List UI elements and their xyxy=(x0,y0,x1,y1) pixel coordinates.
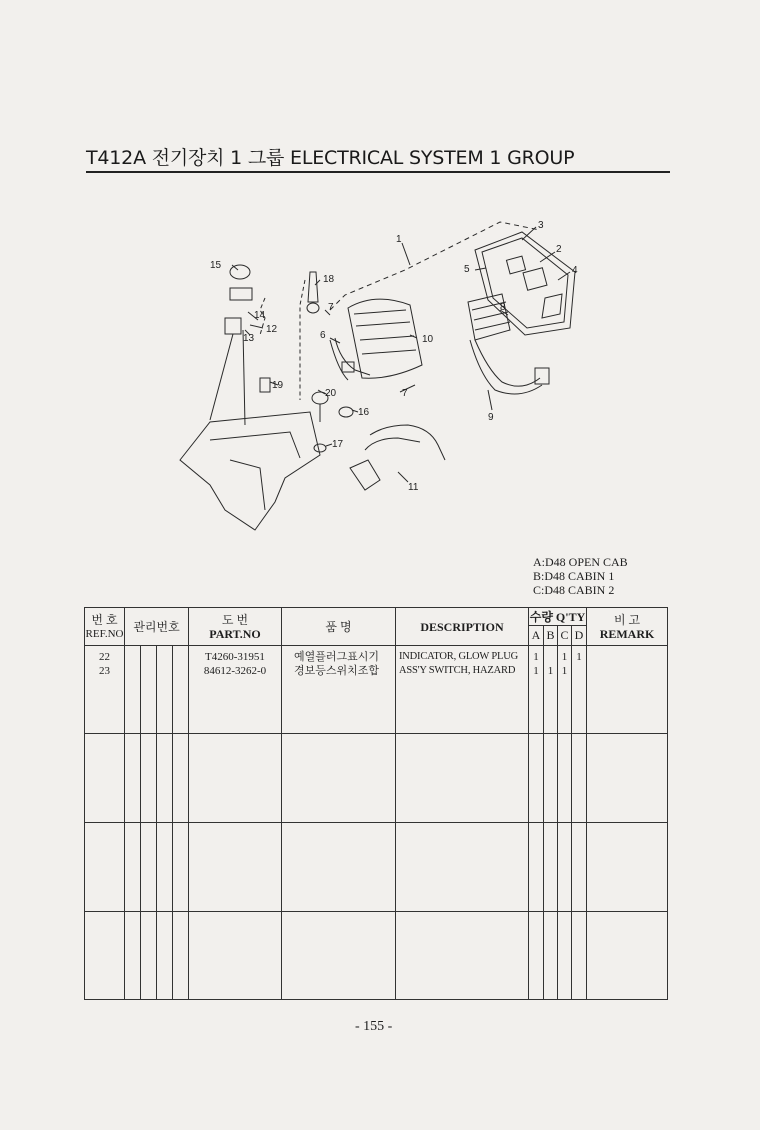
col-header-part xyxy=(189,608,282,646)
ref-value: 22 xyxy=(99,651,110,663)
part-number: T4260-31951 xyxy=(205,651,265,663)
callout: 6 xyxy=(320,330,326,341)
col-header-ref xyxy=(85,608,125,646)
variant-c: C:D48 CABIN 2 xyxy=(533,583,615,597)
callout: 7 xyxy=(328,302,334,313)
callout: 2 xyxy=(556,244,562,255)
callout: 1 xyxy=(396,234,402,245)
col-header-remark-en: REMARK xyxy=(599,626,655,641)
part-cell xyxy=(189,646,282,734)
qty-value: 1 xyxy=(533,665,539,677)
callout: 8 xyxy=(500,302,506,313)
qty-value: 1 xyxy=(561,665,568,677)
part-name-kr: 예열플러그표시기 xyxy=(294,651,380,663)
qty-a-cell xyxy=(529,646,544,734)
qty-value: 1 xyxy=(533,651,539,663)
qty-value xyxy=(544,650,557,664)
callout: 10 xyxy=(422,334,434,345)
callout: 13 xyxy=(243,333,255,344)
description-cell xyxy=(396,646,529,734)
col-header-name xyxy=(282,608,396,646)
callout: 14 xyxy=(254,310,266,321)
table-row xyxy=(85,734,668,823)
col-header-remark xyxy=(587,608,668,646)
qty-c-cell xyxy=(558,646,572,734)
table-row xyxy=(85,823,668,912)
col-header-qty-b: B xyxy=(544,626,558,646)
callout: 3 xyxy=(538,220,544,231)
title-rule xyxy=(86,171,670,173)
qty-value: 1 xyxy=(547,665,554,677)
ref-cell xyxy=(85,646,125,734)
qty-b-cell xyxy=(544,646,558,734)
col-header-mgmt xyxy=(125,608,189,646)
callout: 7 xyxy=(402,388,408,399)
callout: 12 xyxy=(266,324,278,335)
ref-value: 23 xyxy=(99,665,110,677)
callout: 18 xyxy=(323,274,335,285)
col-header-qty-d: D xyxy=(572,626,587,646)
col-header-qty-label: 수량 Q'TY xyxy=(529,609,586,624)
callout: 16 xyxy=(358,407,370,418)
col-header-description xyxy=(396,608,529,646)
col-header-qty-a: A xyxy=(529,626,544,646)
part-description: ASS'Y SWITCH, HAZARD xyxy=(399,665,516,676)
callout: 15 xyxy=(210,260,222,271)
callout: 9 xyxy=(488,412,494,423)
callout: 20 xyxy=(325,388,337,399)
page-number: - 155 - xyxy=(355,1019,393,1034)
exploded-parts-diagram xyxy=(170,210,610,540)
variant-b: B:D48 CABIN 1 xyxy=(533,569,615,583)
name-kr-cell xyxy=(282,646,396,734)
col-header-qty xyxy=(529,608,587,626)
table-row xyxy=(85,912,668,1000)
col-header-qty-c: C xyxy=(558,626,572,646)
col-header-ref-en: REF.NO xyxy=(85,627,124,640)
qty-d-cell xyxy=(572,646,587,734)
callout: 11 xyxy=(408,482,419,493)
page-title: T412A 전기장치 1 그룹 ELECTRICAL SYSTEM 1 GROUP xyxy=(86,147,575,169)
callout: 4 xyxy=(572,265,578,276)
table-row xyxy=(85,646,668,734)
callout: 19 xyxy=(272,380,284,391)
qty-value: 1 xyxy=(576,651,582,663)
callout: 17 xyxy=(332,439,344,450)
qty-value: 1 xyxy=(561,651,568,663)
col-header-name-kr: 품 명 xyxy=(325,619,352,634)
col-header-part-kr: 도 번 xyxy=(221,612,249,627)
part-description: INDICATOR, GLOW PLUG xyxy=(399,651,518,662)
parts-table xyxy=(84,607,668,1000)
col-header-mgmt-kr: 관리번호 xyxy=(133,619,180,634)
qty-value xyxy=(572,664,586,678)
col-header-part-en: PART.NO xyxy=(209,626,261,641)
remark-cell xyxy=(587,646,668,734)
col-header-ref-kr: 번 호 xyxy=(91,612,118,627)
callout: 5 xyxy=(464,264,470,275)
variant-a: A:D48 OPEN CAB xyxy=(533,555,628,569)
col-header-remark-kr: 비 고 xyxy=(613,612,641,627)
col-header-description-label: DESCRIPTION xyxy=(420,619,504,634)
part-number: 84612-3262-0 xyxy=(203,665,267,677)
part-name-kr: 경보등스위치조합 xyxy=(294,665,380,677)
cab-variant-legend xyxy=(533,555,628,597)
